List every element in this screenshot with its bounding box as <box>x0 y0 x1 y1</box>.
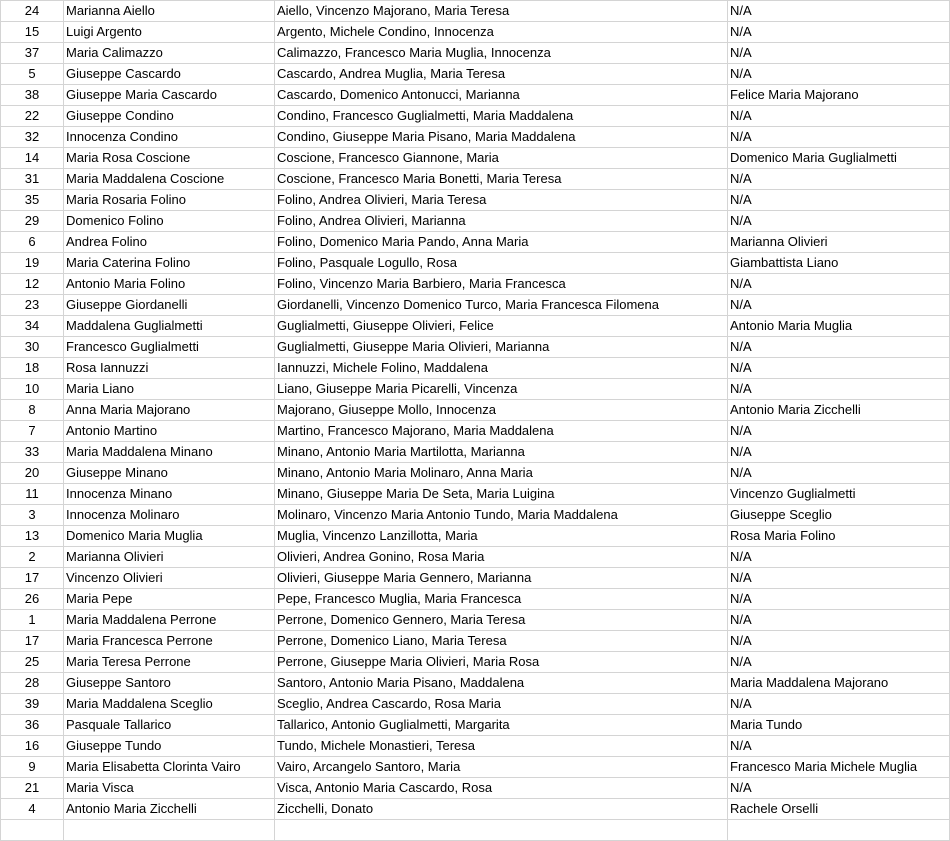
cell-spouse[interactable]: N/A <box>728 547 950 568</box>
cell-id[interactable]: 18 <box>1 358 64 379</box>
empty-cell[interactable] <box>1 820 64 841</box>
cell-spouse[interactable]: Antonio Maria Muglia <box>728 316 950 337</box>
cell-name[interactable]: Giuseppe Santoro <box>64 673 275 694</box>
table-row <box>1 85 950 106</box>
cell-name[interactable]: Innocenza Minano <box>64 484 275 505</box>
cell-parents[interactable]: Minano, Giuseppe Maria De Seta, Maria Luigina <box>275 484 728 505</box>
cell-spouse[interactable]: Rachele Orselli <box>728 799 950 820</box>
cell-parents[interactable]: Calimazzo, Francesco Maria Muglia, Innocenza <box>275 43 728 64</box>
cell-name[interactable]: Rosa Iannuzzi <box>64 358 275 379</box>
cell-parents[interactable]: Folino, Andrea Olivieri, Maria Teresa <box>275 190 728 211</box>
cell-parents[interactable]: Santoro, Antonio Maria Pisano, Maddalena <box>275 673 728 694</box>
cell-parents[interactable]: Olivieri, Andrea Gonino, Rosa Maria <box>275 547 728 568</box>
cell-name[interactable]: Antonio Martino <box>64 421 275 442</box>
cell-id[interactable]: 33 <box>1 442 64 463</box>
cell-parents[interactable]: Guglialmetti, Giuseppe Maria Olivieri, Marianna <box>275 337 728 358</box>
cell-name[interactable]: Marianna Aiello <box>64 1 275 22</box>
cell-spouse[interactable]: Giambattista Liano <box>728 253 950 274</box>
cell-parents[interactable]: Visca, Antonio Maria Cascardo, Rosa <box>275 778 728 799</box>
cell-spouse[interactable]: N/A <box>728 442 950 463</box>
table-row <box>1 652 950 673</box>
table-row <box>1 1 950 22</box>
cell-id[interactable]: 24 <box>1 1 64 22</box>
table-row <box>1 736 950 757</box>
table-row <box>1 631 950 652</box>
cell-spouse[interactable]: Maria Tundo <box>728 715 950 736</box>
cell-spouse[interactable]: N/A <box>728 43 950 64</box>
table-row <box>1 610 950 631</box>
cell-id[interactable]: 31 <box>1 169 64 190</box>
cell-id[interactable]: 11 <box>1 484 64 505</box>
cell-id[interactable]: 3 <box>1 505 64 526</box>
cell-parents[interactable]: Molinaro, Vincenzo Maria Antonio Tundo, Maria Maddalena <box>275 505 728 526</box>
table-row <box>1 43 950 64</box>
table-row <box>1 253 950 274</box>
cell-spouse[interactable]: Francesco Maria Michele Muglia <box>728 757 950 778</box>
cell-spouse[interactable]: N/A <box>728 358 950 379</box>
cell-id[interactable]: 9 <box>1 757 64 778</box>
cell-id[interactable]: 17 <box>1 631 64 652</box>
cell-name[interactable]: Marianna Olivieri <box>64 547 275 568</box>
cell-parents[interactable]: Guglialmetti, Giuseppe Olivieri, Felice <box>275 316 728 337</box>
cell-id[interactable]: 22 <box>1 106 64 127</box>
empty-cell[interactable] <box>275 820 728 841</box>
cell-spouse[interactable]: N/A <box>728 337 950 358</box>
cell-spouse[interactable]: Domenico Maria Guglialmetti <box>728 148 950 169</box>
table-row <box>1 22 950 43</box>
cell-parents[interactable]: Folino, Pasquale Logullo, Rosa <box>275 253 728 274</box>
cell-name[interactable]: Maria Maddalena Minano <box>64 442 275 463</box>
cell-name[interactable]: Domenico Folino <box>64 211 275 232</box>
table-row <box>1 547 950 568</box>
cell-name[interactable]: Giuseppe Minano <box>64 463 275 484</box>
table-row <box>1 148 950 169</box>
cell-parents[interactable]: Coscione, Francesco Giannone, Maria <box>275 148 728 169</box>
cell-name[interactable]: Maria Teresa Perrone <box>64 652 275 673</box>
cell-id[interactable]: 37 <box>1 43 64 64</box>
empty-cell[interactable] <box>728 820 950 841</box>
cell-spouse[interactable]: Vincenzo Guglialmetti <box>728 484 950 505</box>
cell-spouse[interactable]: N/A <box>728 190 950 211</box>
cell-name[interactable]: Maria Calimazzo <box>64 43 275 64</box>
cell-parents[interactable]: Perrone, Domenico Gennero, Maria Teresa <box>275 610 728 631</box>
cell-id[interactable]: 5 <box>1 64 64 85</box>
table-row <box>1 64 950 85</box>
table-row <box>1 673 950 694</box>
cell-parents[interactable]: Perrone, Domenico Liano, Maria Teresa <box>275 631 728 652</box>
cell-parents[interactable]: Minano, Antonio Maria Martilotta, Marianna <box>275 442 728 463</box>
cell-id[interactable]: 38 <box>1 85 64 106</box>
table-row <box>1 484 950 505</box>
empty-cell[interactable] <box>64 820 275 841</box>
cell-spouse[interactable]: N/A <box>728 736 950 757</box>
cell-name[interactable]: Giuseppe Giordanelli <box>64 295 275 316</box>
cell-parents[interactable]: Martino, Francesco Majorano, Maria Maddalena <box>275 421 728 442</box>
table-row <box>1 106 950 127</box>
cell-parents[interactable]: Sceglio, Andrea Cascardo, Rosa Maria <box>275 694 728 715</box>
table-row <box>1 757 950 778</box>
table-row <box>1 274 950 295</box>
cell-spouse[interactable]: N/A <box>728 211 950 232</box>
cell-name[interactable]: Luigi Argento <box>64 22 275 43</box>
cell-spouse[interactable]: N/A <box>728 463 950 484</box>
cell-spouse[interactable]: Antonio Maria Zicchelli <box>728 400 950 421</box>
cell-name[interactable]: Maria Elisabetta Clorinta Vairo <box>64 757 275 778</box>
cell-id[interactable]: 16 <box>1 736 64 757</box>
table-row <box>1 190 950 211</box>
table-row <box>1 232 950 253</box>
cell-parents[interactable]: Cascardo, Andrea Muglia, Maria Teresa <box>275 64 728 85</box>
cell-id[interactable]: 35 <box>1 190 64 211</box>
cell-name[interactable]: Francesco Guglialmetti <box>64 337 275 358</box>
table-row <box>1 505 950 526</box>
cell-spouse[interactable]: N/A <box>728 295 950 316</box>
table-row <box>1 694 950 715</box>
cell-id[interactable]: 10 <box>1 379 64 400</box>
table-row <box>1 799 950 820</box>
cell-parents[interactable]: Tundo, Michele Monastieri, Teresa <box>275 736 728 757</box>
cell-id[interactable]: 20 <box>1 463 64 484</box>
cell-name[interactable]: Antonio Maria Folino <box>64 274 275 295</box>
table-row <box>1 400 950 421</box>
cell-spouse[interactable]: N/A <box>728 421 950 442</box>
cell-parents[interactable]: Cascardo, Domenico Antonucci, Marianna <box>275 85 728 106</box>
table-row <box>1 778 950 799</box>
cell-id[interactable]: 2 <box>1 547 64 568</box>
cell-id[interactable]: 21 <box>1 778 64 799</box>
cell-name[interactable]: Maria Maddalena Perrone <box>64 610 275 631</box>
cell-parents[interactable]: Zicchelli, Donato <box>275 799 728 820</box>
cell-id[interactable]: 28 <box>1 673 64 694</box>
cell-name[interactable]: Maria Caterina Folino <box>64 253 275 274</box>
cell-name[interactable]: Vincenzo Olivieri <box>64 568 275 589</box>
table-row <box>1 421 950 442</box>
cell-id[interactable]: 15 <box>1 22 64 43</box>
cell-id[interactable]: 7 <box>1 421 64 442</box>
cell-name[interactable]: Maria Francesca Perrone <box>64 631 275 652</box>
cell-parents[interactable]: Folino, Domenico Maria Pando, Anna Maria <box>275 232 728 253</box>
cell-parents[interactable]: Olivieri, Giuseppe Maria Gennero, Marianna <box>275 568 728 589</box>
cell-name[interactable]: Maria Liano <box>64 379 275 400</box>
cell-parents[interactable]: Condino, Giuseppe Maria Pisano, Maria Maddalena <box>275 127 728 148</box>
cell-spouse[interactable]: N/A <box>728 589 950 610</box>
cell-id[interactable]: 19 <box>1 253 64 274</box>
cell-name[interactable]: Maria Maddalena Sceglio <box>64 694 275 715</box>
cell-id[interactable]: 6 <box>1 232 64 253</box>
cell-parents[interactable]: Perrone, Giuseppe Maria Olivieri, Maria Rosa <box>275 652 728 673</box>
cell-name[interactable]: Maria Rosa Coscione <box>64 148 275 169</box>
cell-parents[interactable]: Argento, Michele Condino, Innocenza <box>275 22 728 43</box>
cell-spouse[interactable]: Rosa Maria Folino <box>728 526 950 547</box>
table-row <box>1 295 950 316</box>
table-row <box>1 463 950 484</box>
cell-name[interactable]: Maria Rosaria Folino <box>64 190 275 211</box>
cell-parents[interactable]: Minano, Antonio Maria Molinaro, Anna Maria <box>275 463 728 484</box>
cell-spouse[interactable]: Felice Maria Majorano <box>728 85 950 106</box>
cell-name[interactable]: Andrea Folino <box>64 232 275 253</box>
cell-name[interactable]: Anna Maria Majorano <box>64 400 275 421</box>
cell-id[interactable]: 4 <box>1 799 64 820</box>
cell-spouse[interactable]: N/A <box>728 127 950 148</box>
table-row <box>1 358 950 379</box>
table-row <box>1 526 950 547</box>
cell-spouse[interactable]: Giuseppe Sceglio <box>728 505 950 526</box>
cell-id[interactable]: 39 <box>1 694 64 715</box>
cell-spouse[interactable]: N/A <box>728 631 950 652</box>
cell-id[interactable]: 8 <box>1 400 64 421</box>
cell-spouse[interactable]: N/A <box>728 694 950 715</box>
cell-name[interactable]: Maria Pepe <box>64 589 275 610</box>
cell-name[interactable]: Maria Visca <box>64 778 275 799</box>
cell-parents[interactable]: Majorano, Giuseppe Mollo, Innocenza <box>275 400 728 421</box>
cell-name[interactable]: Giuseppe Condino <box>64 106 275 127</box>
cell-parents[interactable]: Iannuzzi, Michele Folino, Maddalena <box>275 358 728 379</box>
cell-spouse[interactable]: N/A <box>728 610 950 631</box>
cell-name[interactable]: Antonio Maria Zicchelli <box>64 799 275 820</box>
cell-parents[interactable]: Vairo, Arcangelo Santoro, Maria <box>275 757 728 778</box>
cell-id[interactable]: 25 <box>1 652 64 673</box>
table-row <box>1 715 950 736</box>
cell-spouse[interactable]: N/A <box>728 169 950 190</box>
cell-parents[interactable]: Condino, Francesco Guglialmetti, Maria Maddalena <box>275 106 728 127</box>
cell-parents[interactable]: Folino, Vincenzo Maria Barbiero, Maria Francesca <box>275 274 728 295</box>
cell-name[interactable]: Innocenza Molinaro <box>64 505 275 526</box>
cell-name[interactable]: Domenico Maria Muglia <box>64 526 275 547</box>
cell-parents[interactable]: Tallarico, Antonio Guglialmetti, Margarita <box>275 715 728 736</box>
cell-id[interactable]: 13 <box>1 526 64 547</box>
table-row <box>1 442 950 463</box>
cell-id[interactable]: 1 <box>1 610 64 631</box>
cell-id[interactable]: 30 <box>1 337 64 358</box>
cell-id[interactable]: 12 <box>1 274 64 295</box>
cell-parents[interactable]: Liano, Giuseppe Maria Picarelli, Vincenza <box>275 379 728 400</box>
cell-spouse[interactable]: N/A <box>728 274 950 295</box>
cell-parents[interactable]: Giordanelli, Vincenzo Domenico Turco, Maria Francesca Filomena <box>275 295 728 316</box>
cell-spouse[interactable]: Marianna Olivieri <box>728 232 950 253</box>
cell-parents[interactable]: Pepe, Francesco Muglia, Maria Francesca <box>275 589 728 610</box>
cell-spouse[interactable]: N/A <box>728 64 950 85</box>
table-row <box>1 169 950 190</box>
cell-name[interactable]: Pasquale Tallarico <box>64 715 275 736</box>
table-row <box>1 127 950 148</box>
cell-parents[interactable]: Coscione, Francesco Maria Bonetti, Maria Teresa <box>275 169 728 190</box>
cell-id[interactable]: 36 <box>1 715 64 736</box>
cell-spouse[interactable]: N/A <box>728 379 950 400</box>
cell-name[interactable]: Giuseppe Cascardo <box>64 64 275 85</box>
cell-name[interactable]: Giuseppe Tundo <box>64 736 275 757</box>
cell-id[interactable]: 26 <box>1 589 64 610</box>
cell-name[interactable]: Giuseppe Maria Cascardo <box>64 85 275 106</box>
cell-id[interactable]: 14 <box>1 148 64 169</box>
table-row <box>1 568 950 589</box>
cell-spouse[interactable]: N/A <box>728 652 950 673</box>
cell-name[interactable]: Innocenza Condino <box>64 127 275 148</box>
cell-parents[interactable]: Aiello, Vincenzo Majorano, Maria Teresa <box>275 1 728 22</box>
cell-name[interactable]: Maria Maddalena Coscione <box>64 169 275 190</box>
cell-spouse[interactable]: Maria Maddalena Majorano <box>728 673 950 694</box>
empty-row <box>1 820 950 841</box>
table-row <box>1 337 950 358</box>
table-row <box>1 589 950 610</box>
cell-spouse[interactable]: N/A <box>728 106 950 127</box>
table-row <box>1 316 950 337</box>
cell-spouse[interactable]: N/A <box>728 1 950 22</box>
cell-id[interactable]: 17 <box>1 568 64 589</box>
grid-body <box>1 1 950 841</box>
cell-spouse[interactable]: N/A <box>728 568 950 589</box>
cell-parents[interactable]: Folino, Andrea Olivieri, Marianna <box>275 211 728 232</box>
cell-spouse[interactable]: N/A <box>728 778 950 799</box>
table-row <box>1 379 950 400</box>
cell-parents[interactable]: Muglia, Vincenzo Lanzillotta, Maria <box>275 526 728 547</box>
cell-id[interactable]: 23 <box>1 295 64 316</box>
cell-id[interactable]: 32 <box>1 127 64 148</box>
cell-name[interactable]: Maddalena Guglialmetti <box>64 316 275 337</box>
cell-id[interactable]: 29 <box>1 211 64 232</box>
cell-id[interactable]: 34 <box>1 316 64 337</box>
cell-spouse[interactable]: N/A <box>728 22 950 43</box>
table-row <box>1 211 950 232</box>
